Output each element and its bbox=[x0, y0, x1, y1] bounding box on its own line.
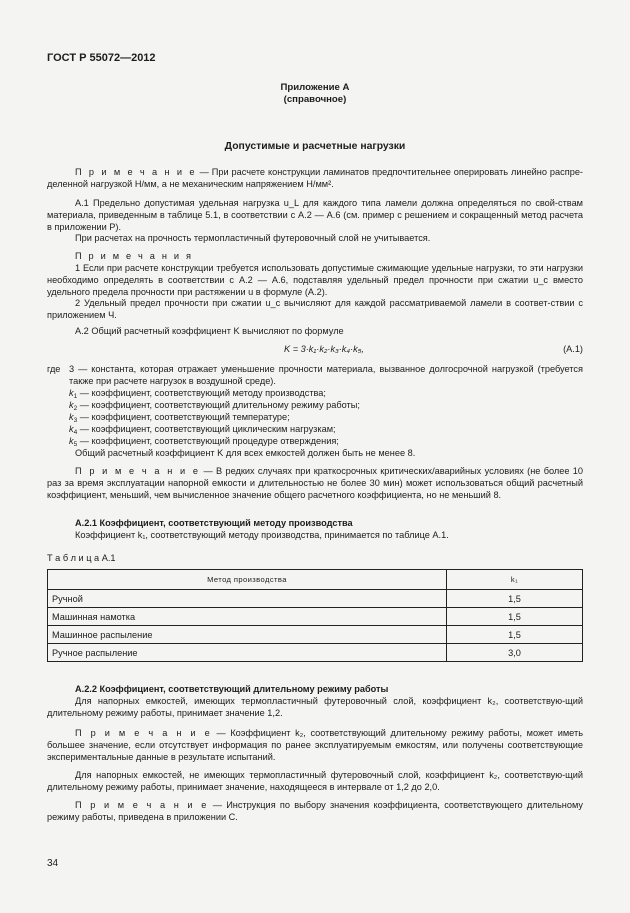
k1-cell: 3,0 bbox=[447, 644, 583, 662]
table-row bbox=[48, 644, 583, 662]
note-label: П р и м е ч а н и е bbox=[75, 167, 197, 177]
table-a1 bbox=[47, 569, 583, 662]
note-text: — При расчете конструкции ламинатов предпочтительнее оперировать линейно распре-деленной нагрузкой Н/мм, а не механическим напряжением Н/мм². bbox=[47, 167, 583, 189]
notes-item-1: 1 Если при расчете конструкции требуется использовать допустимые сжимающие удельные нагрузки, то эти нагрузки необходимо определять в соответствии с А.2 — А.6, подставляя удельный предел прочности при сжатии u_c вместо удельного предела прочности при растяжении u в формуле (А.2). bbox=[47, 263, 583, 297]
term-k2: $k_2$ — коэффициент, соответствующий длительному режиму работы; bbox=[69, 400, 360, 412]
method-cell: Ручное распыление bbox=[48, 644, 447, 662]
overall-coefficient-minimum: Общий расчетный коэффициент K для всех емкостей должен быть не менее 8. bbox=[75, 448, 416, 458]
paragraph-a21: Коэффициент k₁, соответствующий методу производства, принимается по таблице А.1. bbox=[75, 530, 449, 540]
term-k3: $k_3$ — коэффициент, соответствующий температуре; bbox=[69, 412, 290, 424]
table-header-row bbox=[48, 570, 583, 590]
note-label: П р и м е ч а н и е bbox=[75, 466, 201, 476]
note-label: П р и м е ч а н и е bbox=[75, 728, 212, 738]
heading-a21: А.2.1 Коэффициент, соответствующий методу производства bbox=[75, 518, 353, 528]
table-row bbox=[48, 608, 583, 626]
formula-expression: K = 3·k₁·k₂·k₃·k₄·k₅, bbox=[284, 344, 364, 354]
paragraph-a1: А.1 Предельно допустимая удельная нагрузка u_L для каждого типа ламели должна определяться по свой-ствам материала, приведенным в таблице 5.1, в соответствии с А.2 — А.6 (см. пример с решением и сокращенный метод расчета в приложении Р). bbox=[47, 198, 583, 232]
appendix-heading bbox=[0, 82, 630, 106]
standard-number: ГОСТ Р 55072—2012 bbox=[47, 52, 156, 64]
paragraph-a2: А.2 Общий расчетный коэффициент K вычисляют по формуле bbox=[75, 326, 344, 336]
notes-item-2: 2 Удельный предел прочности при сжатии u_c вычисляют для каждой рассматриваемой ламели в соответ-ствии с приложением Ч. bbox=[47, 298, 583, 320]
where-text: 3 — константа, которая отражает уменьшение прочности материала, вызванное долгосрочной нагрузкой (требуется также при расчете нагрузок в воздушной среде). bbox=[69, 364, 583, 386]
k1-cell: 1,5 bbox=[447, 608, 583, 626]
term-k4: $k_4$ — коэффициент, соответствующий циклическим нагрузкам; bbox=[69, 424, 336, 436]
k1-cell: 1,5 bbox=[447, 626, 583, 644]
formula-a1 bbox=[47, 343, 583, 355]
header-k1: k₁ bbox=[447, 570, 583, 590]
formula-number: (А.1) bbox=[563, 344, 583, 354]
k1-cell: 1,5 bbox=[447, 590, 583, 608]
heading-a22: А.2.2 Коэффициент, соответствующий длительному режиму работы bbox=[75, 684, 389, 694]
note-5 bbox=[47, 799, 583, 823]
table-row bbox=[48, 590, 583, 608]
where-word: где bbox=[47, 364, 61, 374]
term-k5: $k_5$ — коэффициент, соответствующий процедуре отверждения; bbox=[69, 436, 339, 448]
method-cell: Машинная намотка bbox=[48, 608, 447, 626]
table-caption: Т а б л и ц а А.1 bbox=[47, 553, 116, 563]
paragraph-a1-thermoplastic: При расчетах на прочность термопластичный футеровочный слой не учитывается. bbox=[75, 233, 431, 243]
note-4 bbox=[47, 727, 583, 763]
term-k1: $k_1$ — коэффициент, соответствующий методу производства; bbox=[69, 388, 326, 400]
note-text: — В редких случаях при краткосрочных критических/аварийных условиях (не более 10 раз за время эксплуатации напорной емкости и длительностью не более 30 мин) может использоваться общий расчетный коэффициент, меньший, чем вычисленное значение общего расчетного коэффициента, но не меньший 8. bbox=[47, 466, 583, 500]
note-3 bbox=[47, 465, 583, 501]
note-text: — Инструкция по выбору значения коэффициента, соответствующего длительному режиму работы, приведена в приложении С. bbox=[47, 800, 583, 822]
paragraph-a22: Для напорных емкостей, имеющих термопластичный футеровочный слой, коэффициент k₂, соответствую-щий длительному режиму работы, принимает значение 1,2. bbox=[47, 696, 583, 718]
note-1 bbox=[47, 166, 583, 190]
header-method: Метод производства bbox=[48, 570, 447, 590]
appendix-title: Приложение А bbox=[280, 82, 350, 93]
notes-label: П р и м е ч а н и я bbox=[75, 251, 194, 261]
appendix-status: (справочное) bbox=[283, 94, 347, 105]
section-title: Допустимые и расчетные нагрузки bbox=[224, 141, 406, 152]
table-row bbox=[48, 626, 583, 644]
method-cell: Машинное распыление bbox=[48, 626, 447, 644]
method-cell: Ручной bbox=[48, 590, 447, 608]
note-text: — Коэффициент k₂, соответствующий длительному режиму работы, может иметь большее значение, если отсутствует информация по ранее эксплуатируемым емкостям, или получены соответствующие экспериментальные данные в результате испытаний. bbox=[47, 728, 583, 762]
note-label: П р и м е ч а н и е bbox=[75, 800, 209, 810]
page-number: 34 bbox=[47, 858, 59, 869]
paragraph-k2-range: Для напорных емкостей, не имеющих термопластичный футеровочный слой, коэффициент k₂, соответствую-щий длительному режиму работы, принимает значение, находящееся в интервале от 1,2 до 2,0. bbox=[47, 770, 583, 792]
